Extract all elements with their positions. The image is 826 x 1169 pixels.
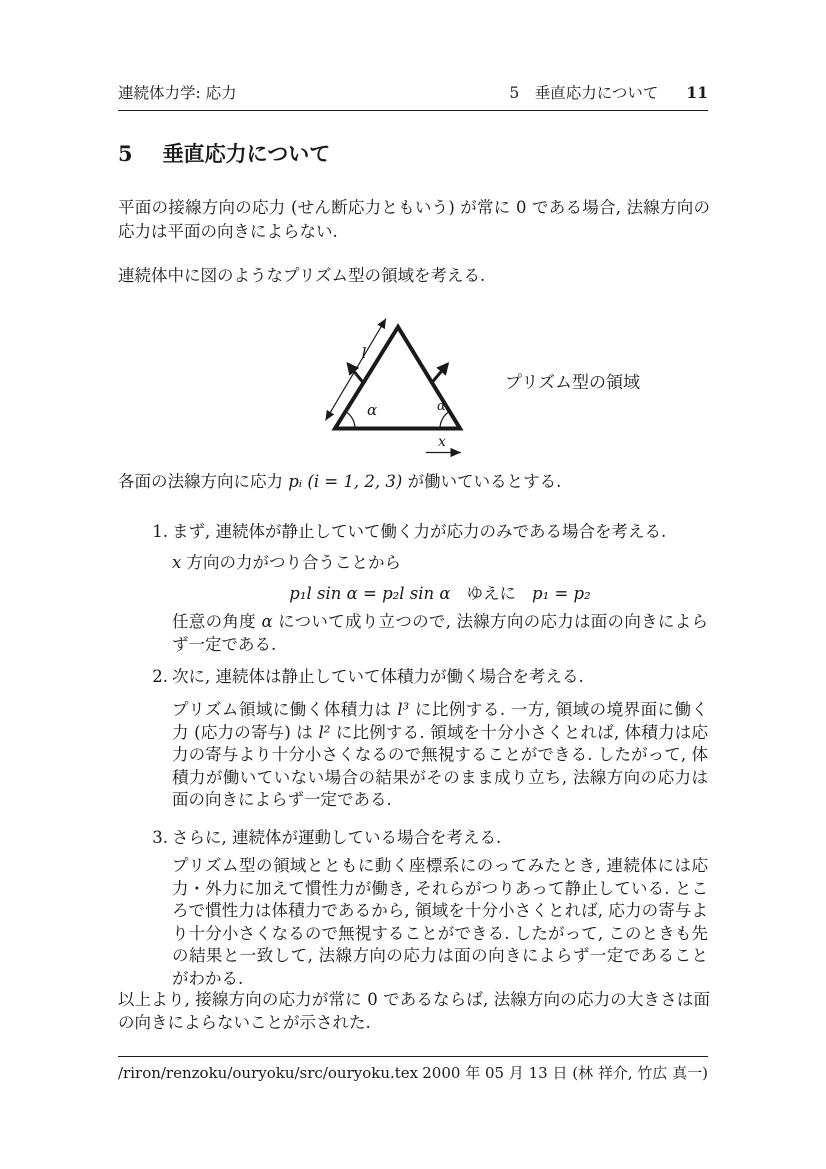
item-1-number: 1. <box>152 522 168 541</box>
running-head-section: 5 垂直応力について <box>509 84 659 102</box>
item-1-sub-2-post: について成り立つので, 法線方向の応力は面の向きによらず一定である. <box>172 612 708 654</box>
item-2-body-s3: に比例する. 領域を十分小さくとれば, 体積力は応力の寄与より十分小さくなるので無視することができる. したがって, 体積力が働いていない場合の結果がそのまま成り立ち, 法線方向の応力は面の向きによらず一定である. <box>172 722 709 809</box>
normal-arrow-right <box>432 364 448 383</box>
item-1-sub-2 <box>172 611 708 656</box>
item-2-body-m1: l³ <box>397 700 410 719</box>
item-3-lead: さらに, 連続体が運動している場合を考える. <box>172 828 502 847</box>
running-head-left: 連続体力学: 応力 <box>118 84 237 102</box>
item-2-body-m2: l² <box>318 722 331 742</box>
angle-arc-right <box>440 412 449 429</box>
item-1-sub-1 <box>172 552 708 575</box>
equation-force-balance <box>172 583 708 605</box>
normal-stress-math: pᵢ (i = 1, 2, 3) <box>288 472 403 491</box>
section-heading <box>118 141 618 167</box>
item-2-number: 2. <box>152 667 168 686</box>
paragraph-intro-1: 平面の接線方向の応力 (せん断応力ともいう) が常に 0 である場合, 法線方向の応力は平面の向きによらない. <box>118 198 710 241</box>
paragraph-closing: 以上より, 接線方向の応力が常に 0 であるならば, 法線方向の応力の大きさは面の向きによらないことが示された. <box>118 990 710 1032</box>
item-2-body-s2: に比例する. 一方, 領域の境界面に働く力 (応力の寄与) は <box>172 700 708 742</box>
prism-figure <box>300 305 490 470</box>
length-label: l <box>361 344 367 362</box>
section-title: 垂直応力について <box>162 141 331 166</box>
angle-arc-left <box>346 412 355 429</box>
page-number: 11 <box>686 83 708 102</box>
footer-date-authors: 2000 年 05 月 13 日 (林 祥介, 竹広 真一) <box>422 1064 708 1082</box>
running-head-right <box>400 84 708 102</box>
item-1-lead: まず, 連続体が静止していて働く力が応力のみである場合を考える. <box>172 522 667 541</box>
item-3-number: 3. <box>152 828 168 847</box>
figure-caption: プリズム型の領域 <box>505 373 640 393</box>
header-rule <box>118 110 708 111</box>
section-number: 5 <box>118 141 133 166</box>
item-2-body-s1: プリズム領域に働く体積力は <box>172 700 398 719</box>
item-1-sub-2-pre: 任意の角度 <box>172 612 262 631</box>
x-axis-label: x <box>438 434 446 450</box>
angle-label-right: α <box>437 399 446 414</box>
paragraph-normal-stress <box>118 470 710 494</box>
angle-label-left: α <box>367 401 378 419</box>
paragraph-intro-2: 連続体中に図のようなプリズム型の領域を考える. <box>118 266 486 285</box>
equation-connector: ゆえに <box>466 584 517 603</box>
normal-stress-pre: 各面の法線方向に応力 <box>118 472 289 491</box>
item-2-body <box>172 699 708 812</box>
item-3-body: プリズム型の領域とともに動く座標系にのってみたとき, 連続体には応力・外力に加えて慣性力が働き, それらがつりあって静止している. ところで慣性力は体積力であるから, 領域を十分小さくとれば, 応力の寄与より十分小さくなるので無視することができる. したがって, このときも先の結果と一致して, 法線方向の応力は面の向きによらず一定であることがわかる. <box>172 856 708 988</box>
normal-stress-post: が働いているとする. <box>402 472 562 491</box>
footer-rule <box>118 1056 708 1057</box>
item-1-sub-1-math: x <box>172 553 182 572</box>
item-1-sub-1-text: 方向の力がつり合うことから <box>181 553 402 572</box>
item-1-sub-2-math: α <box>261 612 273 631</box>
item-2-lead: 次に, 連続体は静止していて体積力が働く場合を考える. <box>172 667 584 686</box>
equation-rhs: p₁ = p₂ <box>532 584 591 603</box>
footer-file-path: /riron/renzoku/ouryoku/src/ouryoku.tex <box>118 1064 419 1082</box>
equation-lhs: p₁l sin α = p₂l sin α <box>289 584 451 603</box>
